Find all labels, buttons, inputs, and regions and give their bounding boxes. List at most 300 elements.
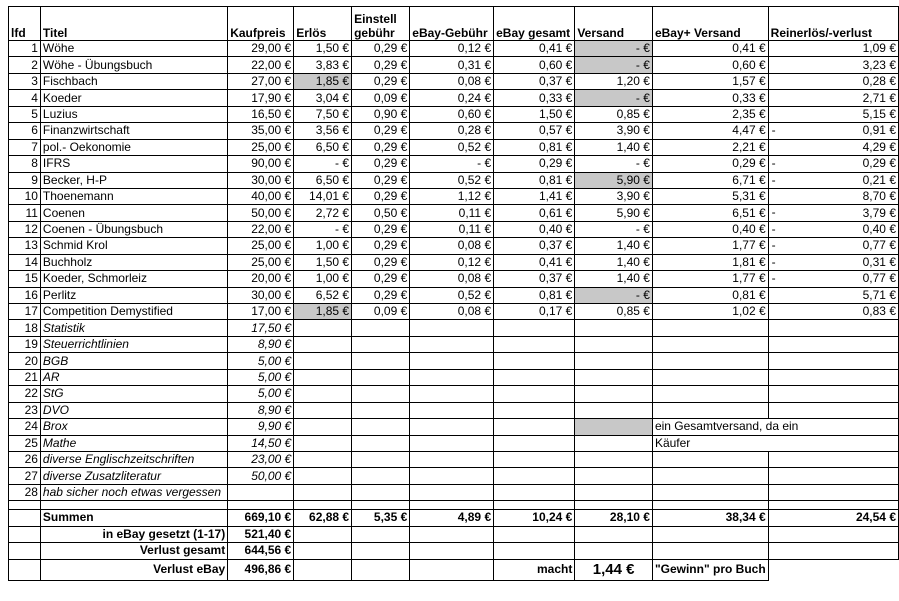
cell-reinerloes[interactable]: [768, 172, 898, 188]
cell-ebay-versand[interactable]: 4,47 €: [652, 123, 768, 139]
cell-empty[interactable]: [294, 468, 352, 484]
cell-ebay-versand[interactable]: 1,02 €: [652, 304, 768, 320]
cell-ebay-gebuehr[interactable]: 0,31 €: [410, 57, 494, 73]
cell-titel[interactable]: AR: [40, 369, 227, 385]
cell-reinerloes[interactable]: [768, 205, 898, 221]
cell-titel[interactable]: Luzius: [40, 106, 227, 122]
cell-empty[interactable]: [652, 353, 768, 369]
cell-erloes[interactable]: 14,01 €: [294, 188, 352, 204]
cell-empty[interactable]: [352, 559, 410, 580]
cell-ebay-gebuehr[interactable]: 0,12 €: [410, 41, 494, 57]
cell-empty[interactable]: [294, 451, 352, 467]
cell-empty[interactable]: [410, 386, 494, 402]
cell-empty[interactable]: [652, 484, 768, 500]
cell-lfd[interactable]: 16: [9, 287, 41, 303]
cell-einstellgebuehr[interactable]: 0,29 €: [352, 73, 410, 89]
cell-empty[interactable]: [768, 402, 898, 418]
cell-empty[interactable]: [410, 402, 494, 418]
cell-titel[interactable]: Perlitz: [40, 287, 227, 303]
cell-ebay-versand[interactable]: 2,35 €: [652, 106, 768, 122]
cell-kaufpreis[interactable]: 40,00 €: [228, 188, 294, 204]
cell-ebay-gesamt[interactable]: 1,41 €: [494, 188, 575, 204]
macht-label[interactable]: macht: [494, 559, 575, 580]
cell-empty[interactable]: [652, 543, 768, 559]
cell-lfd[interactable]: 19: [9, 336, 41, 352]
cell-empty[interactable]: [352, 543, 410, 559]
cell-titel[interactable]: Statistik: [40, 320, 227, 336]
cell-lfd[interactable]: 9: [9, 172, 41, 188]
cell-lfd[interactable]: 11: [9, 205, 41, 221]
cell-versand[interactable]: 1,40 €: [575, 271, 653, 287]
cell-versand[interactable]: 1,40 €: [575, 238, 653, 254]
header-ebay-gesamt[interactable]: eBay gesamt: [494, 7, 575, 41]
cell-ebay-gebuehr[interactable]: 0,11 €: [410, 221, 494, 237]
cell-empty[interactable]: [494, 369, 575, 385]
cell-empty[interactable]: [352, 501, 410, 510]
cell-reinerloes[interactable]: [768, 90, 898, 106]
cell-ebay-versand[interactable]: 0,33 €: [652, 90, 768, 106]
cell-lfd[interactable]: 25: [9, 435, 41, 451]
cell-reinerloes[interactable]: [768, 123, 898, 139]
cell-empty[interactable]: [652, 402, 768, 418]
cell-erloes[interactable]: 6,52 €: [294, 287, 352, 303]
cell-lfd[interactable]: 13: [9, 238, 41, 254]
cell-ebay-gesamt[interactable]: 0,29 €: [494, 156, 575, 172]
cell-lfd[interactable]: 8: [9, 156, 41, 172]
verlust-ebay-value[interactable]: 496,86 €: [228, 559, 294, 580]
cell-erloes[interactable]: 1,85 €: [294, 73, 352, 89]
cell-lfd[interactable]: 22: [9, 386, 41, 402]
cell-empty[interactable]: [575, 468, 653, 484]
cell-ebay-gebuehr[interactable]: - €: [410, 156, 494, 172]
cell-versand[interactable]: - €: [575, 221, 653, 237]
cell-kaufpreis[interactable]: 17,00 €: [228, 304, 294, 320]
cell-empty[interactable]: [494, 435, 575, 451]
cell-erloes[interactable]: 6,50 €: [294, 139, 352, 155]
cell-empty[interactable]: [410, 353, 494, 369]
cell-ebay-versand[interactable]: 0,40 €: [652, 221, 768, 237]
summen-label[interactable]: Summen: [40, 510, 227, 526]
cell-kaufpreis[interactable]: 14,50 €: [228, 435, 294, 451]
cell-empty[interactable]: [294, 320, 352, 336]
cell-titel[interactable]: Coenen: [40, 205, 227, 221]
cell-titel[interactable]: Competition Demystified: [40, 304, 227, 320]
header-ebay-gebuehr[interactable]: eBay-Gebühr: [410, 7, 494, 41]
cell-empty[interactable]: [575, 526, 653, 542]
cell-versand[interactable]: 5,90 €: [575, 172, 653, 188]
cell-kaufpreis[interactable]: 16,50 €: [228, 106, 294, 122]
cell-empty[interactable]: [352, 468, 410, 484]
verlust-gesamt-value[interactable]: 644,56 €: [228, 543, 294, 559]
cell-empty[interactable]: [228, 484, 294, 500]
cell-ebay-gebuehr[interactable]: 0,11 €: [410, 205, 494, 221]
cell-lfd[interactable]: 3: [9, 73, 41, 89]
cell-lfd[interactable]: 5: [9, 106, 41, 122]
cell-empty[interactable]: [575, 336, 653, 352]
cell-empty[interactable]: [294, 369, 352, 385]
cell-kaufpreis[interactable]: 50,00 €: [228, 468, 294, 484]
cell-lfd[interactable]: 2: [9, 57, 41, 73]
cell-empty[interactable]: [294, 559, 352, 580]
cell-ebay-gesamt[interactable]: 0,17 €: [494, 304, 575, 320]
cell-einstellgebuehr[interactable]: 0,29 €: [352, 172, 410, 188]
cell-lfd[interactable]: 7: [9, 139, 41, 155]
cell-empty[interactable]: [652, 468, 768, 484]
cell-empty[interactable]: [575, 484, 653, 500]
summen-kaufpreis[interactable]: 669,10 €: [228, 510, 294, 526]
cell-empty[interactable]: [294, 336, 352, 352]
cell-versand[interactable]: 5,90 €: [575, 205, 653, 221]
cell-empty[interactable]: [410, 419, 494, 435]
cell-reinerloes[interactable]: [768, 41, 898, 57]
cell-empty[interactable]: [575, 543, 653, 559]
cell-empty[interactable]: [652, 501, 768, 510]
cell-empty[interactable]: [352, 336, 410, 352]
cell-lfd[interactable]: 15: [9, 271, 41, 287]
cell-kaufpreis[interactable]: 30,00 €: [228, 172, 294, 188]
in-ebay-gesetzt-value[interactable]: 521,40 €: [228, 526, 294, 542]
cell-ebay-versand[interactable]: 0,60 €: [652, 57, 768, 73]
cell-titel[interactable]: Brox: [40, 419, 227, 435]
cell-ebay-gebuehr[interactable]: 0,08 €: [410, 73, 494, 89]
cell-empty[interactable]: [294, 386, 352, 402]
cell-empty[interactable]: [768, 353, 898, 369]
cell-ebay-versand[interactable]: 1,77 €: [652, 271, 768, 287]
cell-empty[interactable]: [9, 510, 41, 526]
cell-kaufpreis[interactable]: 5,00 €: [228, 386, 294, 402]
cell-kaufpreis[interactable]: 9,90 €: [228, 419, 294, 435]
cell-ebay-gesamt[interactable]: 0,41 €: [494, 41, 575, 57]
cell-einstellgebuehr[interactable]: 0,29 €: [352, 254, 410, 270]
cell-empty[interactable]: [352, 386, 410, 402]
cell-versand[interactable]: [575, 419, 653, 435]
verlust-ebay-label[interactable]: Verlust eBay: [40, 559, 227, 580]
cell-empty[interactable]: [410, 468, 494, 484]
cell-empty[interactable]: [494, 402, 575, 418]
cell-empty[interactable]: [575, 402, 653, 418]
cell-versand[interactable]: - €: [575, 57, 653, 73]
cell-titel[interactable]: Koeder: [40, 90, 227, 106]
cell-titel[interactable]: StG: [40, 386, 227, 402]
header-reinerloes[interactable]: Reinerlös/-verlust: [768, 7, 898, 41]
cell-erloes[interactable]: 2,72 €: [294, 205, 352, 221]
cell-einstellgebuehr[interactable]: 0,29 €: [352, 57, 410, 73]
cell-titel[interactable]: hab sicher noch etwas vergessen: [40, 484, 227, 500]
cell-empty[interactable]: [294, 353, 352, 369]
cell-kaufpreis[interactable]: 5,00 €: [228, 353, 294, 369]
cell-ebay-versand[interactable]: 0,81 €: [652, 287, 768, 303]
cell-kaufpreis[interactable]: 8,90 €: [228, 402, 294, 418]
cell-empty[interactable]: [575, 386, 653, 402]
cell-erloes[interactable]: 1,50 €: [294, 254, 352, 270]
cell-titel[interactable]: Koeder, Schmorleiz: [40, 271, 227, 287]
summen-reinerloes[interactable]: 24,54 €: [768, 510, 898, 526]
cell-empty[interactable]: [494, 484, 575, 500]
cell-empty[interactable]: [352, 484, 410, 500]
cell-ebay-versand[interactable]: 1,81 €: [652, 254, 768, 270]
cell-ebay-gesamt[interactable]: 0,37 €: [494, 238, 575, 254]
cell-empty[interactable]: [494, 336, 575, 352]
cell-ebay-gebuehr[interactable]: 0,28 €: [410, 123, 494, 139]
header-einstellgebuehr[interactable]: Einstell gebühr: [352, 7, 410, 41]
cell-lfd[interactable]: 26: [9, 451, 41, 467]
cell-titel[interactable]: Buchholz: [40, 254, 227, 270]
cell-ebay-gesamt[interactable]: 0,61 €: [494, 205, 575, 221]
summen-ebay-versand[interactable]: 38,34 €: [652, 510, 768, 526]
cell-empty[interactable]: [410, 369, 494, 385]
summen-erloes[interactable]: 62,88 €: [294, 510, 352, 526]
cell-titel[interactable]: Fischbach: [40, 73, 227, 89]
cell-titel[interactable]: Finanzwirtschaft: [40, 123, 227, 139]
cell-reinerloes[interactable]: [768, 304, 898, 320]
header-titel[interactable]: Titel: [40, 7, 227, 41]
cell-einstellgebuehr[interactable]: 0,09 €: [352, 90, 410, 106]
cell-versand[interactable]: 0,85 €: [575, 304, 653, 320]
cell-empty[interactable]: [410, 336, 494, 352]
cell-titel[interactable]: Wöhe: [40, 41, 227, 57]
cell-ebay-gesamt[interactable]: 0,60 €: [494, 57, 575, 73]
cell-ebay-gebuehr[interactable]: 0,08 €: [410, 304, 494, 320]
cell-reinerloes[interactable]: [768, 156, 898, 172]
cell-erloes[interactable]: 6,50 €: [294, 172, 352, 188]
cell-kaufpreis[interactable]: 35,00 €: [228, 123, 294, 139]
cell-titel[interactable]: pol.- Oekonomie: [40, 139, 227, 155]
cell-einstellgebuehr[interactable]: 0,29 €: [352, 139, 410, 155]
cell-erloes[interactable]: - €: [294, 221, 352, 237]
cell-kaufpreis[interactable]: 90,00 €: [228, 156, 294, 172]
cell-versand[interactable]: 1,40 €: [575, 139, 653, 155]
cell-empty[interactable]: [294, 419, 352, 435]
cell-titel[interactable]: Mathe: [40, 435, 227, 451]
cell-titel[interactable]: BGB: [40, 353, 227, 369]
cell-lfd[interactable]: 17: [9, 304, 41, 320]
cell-empty[interactable]: [768, 320, 898, 336]
cell-ebay-versand[interactable]: 2,21 €: [652, 139, 768, 155]
cell-empty[interactable]: [494, 451, 575, 467]
cell-empty[interactable]: [410, 559, 494, 580]
cell-empty[interactable]: [494, 501, 575, 510]
summen-einstellgebuehr[interactable]: 5,35 €: [352, 510, 410, 526]
cell-empty[interactable]: [9, 501, 41, 510]
cell-empty[interactable]: [652, 526, 768, 542]
note-text[interactable]: Käufer: [652, 435, 898, 451]
cell-empty[interactable]: [652, 320, 768, 336]
cell-empty[interactable]: [652, 451, 768, 467]
cell-empty[interactable]: [410, 484, 494, 500]
cell-erloes[interactable]: 1,85 €: [294, 304, 352, 320]
cell-kaufpreis[interactable]: 25,00 €: [228, 238, 294, 254]
cell-ebay-versand[interactable]: 1,77 €: [652, 238, 768, 254]
cell-ebay-gesamt[interactable]: 0,40 €: [494, 221, 575, 237]
cell-einstellgebuehr[interactable]: 0,29 €: [352, 287, 410, 303]
cell-empty[interactable]: [294, 435, 352, 451]
cell-ebay-versand[interactable]: 0,41 €: [652, 41, 768, 57]
cell-lfd[interactable]: 27: [9, 468, 41, 484]
cell-titel[interactable]: Becker, H-P: [40, 172, 227, 188]
cell-titel[interactable]: diverse Zusatzliteratur: [40, 468, 227, 484]
cell-empty[interactable]: [768, 369, 898, 385]
cell-ebay-gesamt[interactable]: 0,57 €: [494, 123, 575, 139]
cell-lfd[interactable]: 21: [9, 369, 41, 385]
cell-empty[interactable]: [652, 369, 768, 385]
cell-erloes[interactable]: 1,00 €: [294, 271, 352, 287]
cell-empty[interactable]: [352, 526, 410, 542]
cell-reinerloes[interactable]: [768, 254, 898, 270]
macht-value[interactable]: [575, 559, 653, 580]
header-lfd[interactable]: lfd: [9, 7, 41, 41]
cell-ebay-gesamt[interactable]: 0,81 €: [494, 172, 575, 188]
cell-titel[interactable]: Schmid Krol: [40, 238, 227, 254]
cell-reinerloes[interactable]: [768, 238, 898, 254]
cell-ebay-gesamt[interactable]: 0,81 €: [494, 139, 575, 155]
cell-empty[interactable]: [494, 543, 575, 559]
in-ebay-gesetzt-label[interactable]: in eBay gesetzt (1-17): [40, 526, 227, 542]
cell-ebay-gebuehr[interactable]: 0,12 €: [410, 254, 494, 270]
header-kaufpreis[interactable]: Kaufpreis: [228, 7, 294, 41]
cell-reinerloes[interactable]: [768, 106, 898, 122]
cell-kaufpreis[interactable]: 23,00 €: [228, 451, 294, 467]
cell-ebay-versand[interactable]: 5,31 €: [652, 188, 768, 204]
cell-ebay-gebuehr[interactable]: 1,12 €: [410, 188, 494, 204]
cell-ebay-gebuehr[interactable]: 0,08 €: [410, 271, 494, 287]
cell-einstellgebuehr[interactable]: 0,29 €: [352, 238, 410, 254]
cell-reinerloes[interactable]: [768, 221, 898, 237]
cell-lfd[interactable]: 12: [9, 221, 41, 237]
cell-lfd[interactable]: 28: [9, 484, 41, 500]
cell-empty[interactable]: [410, 320, 494, 336]
cell-reinerloes[interactable]: [768, 271, 898, 287]
cell-empty[interactable]: [410, 451, 494, 467]
cell-empty[interactable]: [410, 435, 494, 451]
cell-empty[interactable]: [575, 320, 653, 336]
cell-empty[interactable]: [9, 543, 41, 559]
cell-lfd[interactable]: 20: [9, 353, 41, 369]
cell-empty[interactable]: [494, 386, 575, 402]
cell-erloes[interactable]: 1,50 €: [294, 41, 352, 57]
cell-empty[interactable]: [768, 543, 898, 559]
cell-empty[interactable]: [40, 501, 227, 510]
cell-kaufpreis[interactable]: 17,50 €: [228, 320, 294, 336]
cell-kaufpreis[interactable]: 50,00 €: [228, 205, 294, 221]
cell-ebay-gesamt[interactable]: 0,37 €: [494, 271, 575, 287]
cell-reinerloes[interactable]: [768, 57, 898, 73]
cell-ebay-gesamt[interactable]: 0,81 €: [494, 287, 575, 303]
cell-reinerloes[interactable]: [768, 73, 898, 89]
cell-empty[interactable]: [352, 369, 410, 385]
cell-empty[interactable]: [768, 501, 898, 510]
cell-empty[interactable]: [575, 501, 653, 510]
cell-einstellgebuehr[interactable]: 0,09 €: [352, 304, 410, 320]
cell-versand[interactable]: 3,90 €: [575, 123, 653, 139]
cell-kaufpreis[interactable]: 22,00 €: [228, 57, 294, 73]
cell-erloes[interactable]: 3,04 €: [294, 90, 352, 106]
cell-reinerloes[interactable]: [768, 139, 898, 155]
cell-lfd[interactable]: 18: [9, 320, 41, 336]
header-versand[interactable]: Versand: [575, 7, 653, 41]
cell-lfd[interactable]: 6: [9, 123, 41, 139]
cell-empty[interactable]: [352, 435, 410, 451]
cell-kaufpreis[interactable]: 25,00 €: [228, 139, 294, 155]
cell-empty[interactable]: [410, 526, 494, 542]
cell-empty[interactable]: [294, 501, 352, 510]
cell-kaufpreis[interactable]: 22,00 €: [228, 221, 294, 237]
cell-ebay-versand[interactable]: 6,71 €: [652, 172, 768, 188]
cell-ebay-gebuehr[interactable]: 0,24 €: [410, 90, 494, 106]
cell-lfd[interactable]: 24: [9, 419, 41, 435]
cell-einstellgebuehr[interactable]: 0,29 €: [352, 123, 410, 139]
cell-ebay-gebuehr[interactable]: 0,08 €: [410, 238, 494, 254]
cell-empty[interactable]: [494, 468, 575, 484]
cell-titel[interactable]: Coenen - Übungsbuch: [40, 221, 227, 237]
cell-einstellgebuehr[interactable]: 0,50 €: [352, 205, 410, 221]
cell-kaufpreis[interactable]: 30,00 €: [228, 287, 294, 303]
note-text[interactable]: ein Gesamtversand, da ein: [652, 419, 898, 435]
cell-empty[interactable]: [575, 451, 653, 467]
cell-titel[interactable]: IFRS: [40, 156, 227, 172]
cell-empty[interactable]: [352, 353, 410, 369]
cell-erloes[interactable]: 3,83 €: [294, 57, 352, 73]
cell-erloes[interactable]: 7,50 €: [294, 106, 352, 122]
cell-titel[interactable]: Steuerrichtlinien: [40, 336, 227, 352]
header-ebay-versand[interactable]: eBay+ Versand: [652, 7, 768, 41]
summen-versand[interactable]: 28,10 €: [575, 510, 653, 526]
cell-einstellgebuehr[interactable]: 0,29 €: [352, 221, 410, 237]
cell-kaufpreis[interactable]: 8,90 €: [228, 336, 294, 352]
cell-empty[interactable]: [9, 559, 41, 580]
cell-titel[interactable]: Thoenemann: [40, 188, 227, 204]
cell-lfd[interactable]: 10: [9, 188, 41, 204]
cell-versand[interactable]: 1,20 €: [575, 73, 653, 89]
summen-ebay-gesamt[interactable]: 10,24 €: [494, 510, 575, 526]
cell-ebay-versand[interactable]: 0,29 €: [652, 156, 768, 172]
cell-titel[interactable]: diverse Englischzeitschriften: [40, 451, 227, 467]
cell-empty[interactable]: [494, 320, 575, 336]
cell-erloes[interactable]: - €: [294, 156, 352, 172]
header-erloes[interactable]: Erlös: [294, 7, 352, 41]
cell-ebay-gesamt[interactable]: 0,33 €: [494, 90, 575, 106]
cell-ebay-gesamt[interactable]: 0,37 €: [494, 73, 575, 89]
cell-versand[interactable]: 0,85 €: [575, 106, 653, 122]
cell-empty[interactable]: [768, 451, 898, 467]
cell-empty[interactable]: [294, 402, 352, 418]
summen-ebay-gebuehr[interactable]: 4,89 €: [410, 510, 494, 526]
gewinn-pro-buch[interactable]: "Gewinn" pro Buch: [652, 559, 768, 580]
cell-einstellgebuehr[interactable]: 0,29 €: [352, 41, 410, 57]
cell-kaufpreis[interactable]: 25,00 €: [228, 254, 294, 270]
cell-erloes[interactable]: 1,00 €: [294, 238, 352, 254]
cell-empty[interactable]: [768, 526, 898, 542]
cell-empty[interactable]: [575, 353, 653, 369]
cell-empty[interactable]: [294, 484, 352, 500]
cell-versand[interactable]: - €: [575, 41, 653, 57]
cell-empty[interactable]: [768, 336, 898, 352]
cell-lfd[interactable]: 14: [9, 254, 41, 270]
cell-empty[interactable]: [768, 386, 898, 402]
cell-einstellgebuehr[interactable]: 0,90 €: [352, 106, 410, 122]
cell-versand[interactable]: - €: [575, 287, 653, 303]
cell-einstellgebuehr[interactable]: 0,29 €: [352, 188, 410, 204]
cell-lfd[interactable]: 1: [9, 41, 41, 57]
cell-empty[interactable]: [494, 526, 575, 542]
cell-empty[interactable]: [768, 484, 898, 500]
cell-empty[interactable]: [228, 501, 294, 510]
cell-titel[interactable]: DVO: [40, 402, 227, 418]
cell-einstellgebuehr[interactable]: 0,29 €: [352, 271, 410, 287]
cell-ebay-gesamt[interactable]: 0,41 €: [494, 254, 575, 270]
cell-ebay-gebuehr[interactable]: 0,60 €: [410, 106, 494, 122]
cell-empty[interactable]: [652, 386, 768, 402]
cell-kaufpreis[interactable]: 20,00 €: [228, 271, 294, 287]
